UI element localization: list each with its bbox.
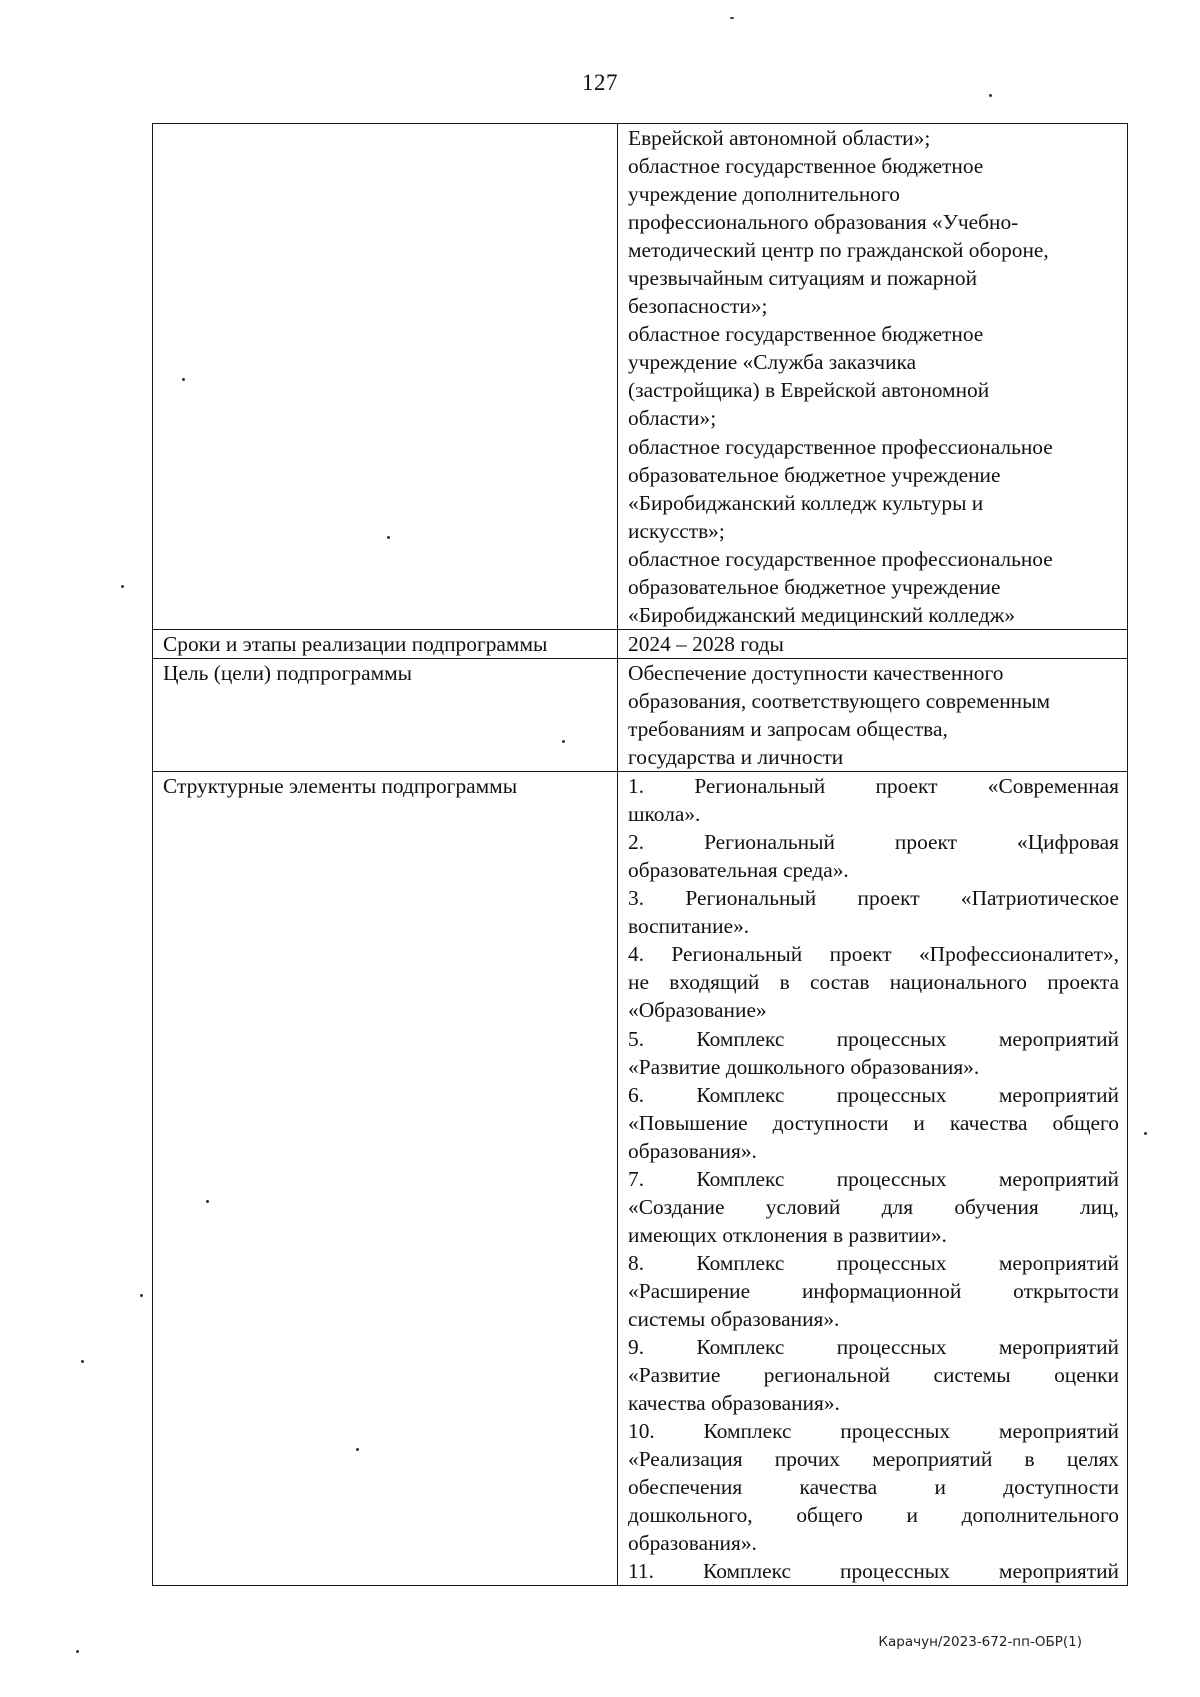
- text-line: образовательное бюджетное учреждение: [628, 574, 1001, 599]
- table-row-executors: [153, 124, 1128, 630]
- table-row-goal: [153, 658, 1128, 771]
- scan-speck: [730, 17, 734, 19]
- scan-speck: [989, 94, 992, 97]
- page-number: 127: [582, 70, 618, 95]
- text-line: «Образование»: [628, 998, 767, 1023]
- text-line: областное государственное профессиональное: [628, 434, 1053, 459]
- text-line: 7. Комплекс процессных мероприятий: [628, 1166, 1119, 1191]
- text-line: чрезвычайным ситуациям и пожарной: [628, 266, 978, 291]
- text-line: 5. Комплекс процессных мероприятий: [628, 1026, 1119, 1051]
- scan-speck: [387, 536, 390, 539]
- text-line: «Развитие региональной системы оценки: [628, 1363, 1119, 1388]
- text-line: воспитание».: [628, 914, 750, 939]
- text-line: государства и личности: [628, 745, 844, 770]
- text-line: безопасности»;: [628, 294, 768, 319]
- row-value-goal: [618, 658, 1128, 771]
- text-line: «Развитие дошкольного образования».: [628, 1054, 980, 1079]
- text-line: «Расширение информационной открытости: [628, 1278, 1119, 1303]
- text-line: искусств»;: [628, 518, 725, 543]
- text-line: «Создание условий для обучения лиц,: [628, 1194, 1119, 1219]
- scan-speck: [81, 1360, 84, 1363]
- text-line: школа».: [628, 802, 701, 827]
- text-line: обеспечения качества и доступности: [628, 1475, 1119, 1500]
- text-line: требованиям и запросам общества,: [628, 716, 948, 741]
- text-line: «Реализация прочих мероприятий в целях: [628, 1447, 1119, 1472]
- scan-speck: [140, 1294, 143, 1297]
- scan-speck: [182, 378, 185, 381]
- text-line: не входящий в состав национального проекта: [628, 970, 1119, 995]
- text-line: системы образования».: [628, 1306, 840, 1331]
- text-line: учреждение дополнительного: [628, 182, 900, 207]
- text-line: 2. Региональный проект «Цифровая: [628, 830, 1119, 855]
- row-value-executors: [618, 124, 1128, 630]
- text-line: 11. Комплекс процессных мероприятий: [628, 1559, 1119, 1584]
- text-line: учреждение «Служба заказчика: [628, 350, 917, 375]
- subprogram-passport-table: [152, 123, 1128, 1586]
- text-line: образования».: [628, 1138, 757, 1163]
- text-line: качества образования».: [628, 1391, 840, 1416]
- row-label-executors: [153, 124, 618, 630]
- row-label-terms: Сроки и этапы реализации подпрограммы: [153, 629, 618, 658]
- text-line: Еврейской автономной области»;: [628, 126, 931, 150]
- table-row-terms: [153, 629, 1128, 658]
- text-line: области»;: [628, 406, 717, 431]
- row-label-elements: Структурные элементы подпрограммы: [153, 772, 618, 1586]
- row-value-terms: 2024 – 2028 годы: [618, 629, 1128, 658]
- text-line: 10. Комплекс процессных мероприятий: [628, 1419, 1119, 1444]
- text-line: методический центр по гражданской обороне,: [628, 238, 1049, 263]
- text-line: 9. Комплекс процессных мероприятий: [628, 1335, 1119, 1360]
- text-line: областное государственное бюджетное: [628, 322, 984, 347]
- text-line: 1. Региональный проект «Современная: [628, 774, 1119, 799]
- text-line: (застройщика) в Еврейской автономной: [628, 378, 990, 403]
- text-line: образования».: [628, 1531, 757, 1556]
- scan-speck: [121, 585, 124, 588]
- text-line: 3. Региональный проект «Патриотическое: [628, 886, 1119, 911]
- scan-speck: [562, 740, 565, 743]
- text-line: образовательная среда».: [628, 858, 849, 883]
- text-line: Обеспечение доступности качественного: [628, 660, 1004, 685]
- text-line: 4. Региональный проект «Профессионалитет»,: [628, 942, 1119, 967]
- scan-speck: [76, 1650, 79, 1653]
- scan-speck: [1144, 1132, 1147, 1135]
- text-line: дошкольного, общего и дополнительного: [628, 1503, 1119, 1528]
- document-reference: Карачун/2023-672-пп-ОБР(1): [878, 1634, 1082, 1650]
- row-label-goal: Цель (цели) подпрограммы: [153, 658, 618, 771]
- text-line: 6. Комплекс процессных мероприятий: [628, 1082, 1119, 1107]
- text-line: областное государственное профессиональное: [628, 546, 1053, 571]
- row-value-elements: [618, 772, 1128, 1586]
- text-line: 8. Комплекс процессных мероприятий: [628, 1250, 1119, 1275]
- text-line: «Биробиджанский колледж культуры и: [628, 490, 984, 515]
- table-row-elements: [153, 772, 1128, 1586]
- scan-speck: [206, 1200, 209, 1203]
- text-line: образования, соответствующего современным: [628, 688, 1051, 713]
- text-line: образовательное бюджетное учреждение: [628, 462, 1001, 487]
- text-line: профессионального образования «Учебно-: [628, 210, 1019, 235]
- text-line: «Биробиджанский медицинский колледж»: [628, 602, 1016, 627]
- scan-speck: [356, 1448, 359, 1451]
- text-line: имеющих отклонения в развитии».: [628, 1222, 947, 1247]
- text-line: областное государственное бюджетное: [628, 154, 984, 179]
- text-line: «Повышение доступности и качества общего: [628, 1110, 1119, 1135]
